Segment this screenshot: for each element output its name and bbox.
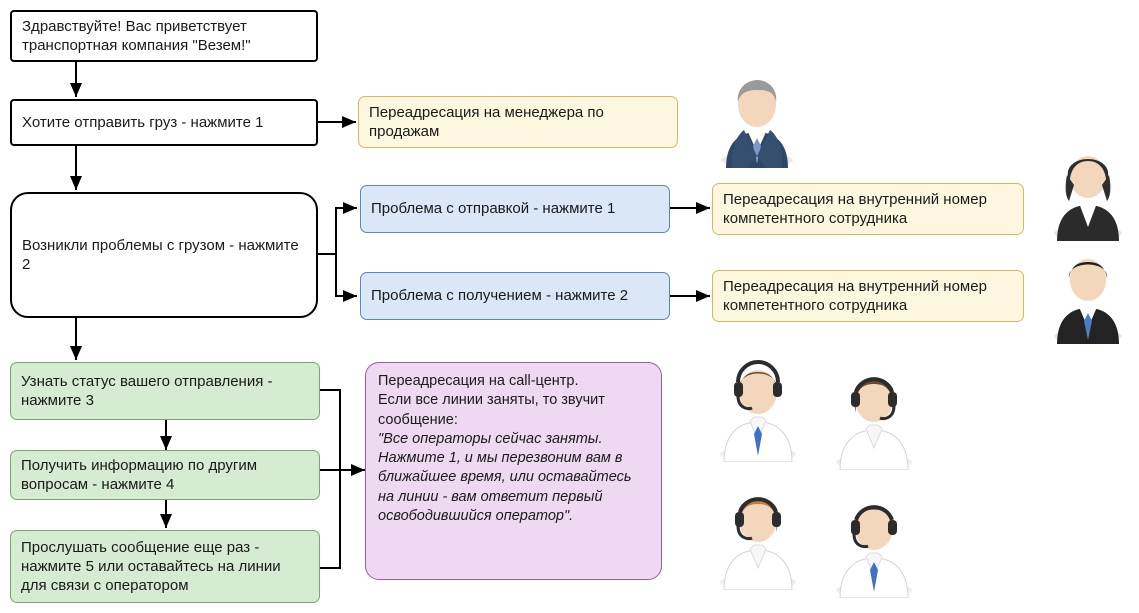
avatar-operator-male-1 [716, 352, 800, 462]
avatar-employee-male [1050, 248, 1126, 344]
node-greeting-label: Здравствуйте! Вас приветствует транспортная компания "Везем!" [22, 17, 251, 54]
node-forward-internal-1 [712, 183, 1024, 235]
node-forward-sales [358, 96, 678, 148]
node-repeat [10, 530, 320, 603]
node-status [10, 362, 320, 420]
avatar-operator-male-2 [832, 486, 916, 598]
node-receiving-problem [360, 272, 670, 320]
node-forward-internal-1-label: Переадресация на внутренний номер компетентного сотрудника [723, 190, 987, 227]
node-forward-internal-2 [712, 270, 1024, 322]
node-send-cargo [10, 99, 318, 146]
node-other-questions-label: Получить информацию по другим вопросам - нажмите 4 [21, 456, 258, 493]
node-receiving-problem-label: Проблема с получением - нажмите 2 [371, 287, 629, 305]
callcenter-intro-line-2: Если все линии заняты, то звучит [378, 392, 605, 409]
callcenter-intro-line-1: Переадресация на call-центр. [378, 373, 579, 389]
node-shipping-problem [360, 185, 670, 233]
avatar-sales-manager [718, 72, 796, 168]
node-forward-internal-2-label: Переадресация на внутренний номер компетентного сотрудника [723, 277, 987, 314]
node-forward-sales-label: Переадресация на менеджера по продажам [369, 103, 604, 140]
avatar-employee-female [1050, 145, 1126, 241]
node-greeting [10, 10, 318, 62]
node-other-questions [10, 450, 320, 500]
node-repeat-label: Прослушать сообщение еще раз - нажмите 5 или оставайтесь на линии для связи с оператором [21, 538, 281, 595]
node-status-label: Узнать статус вашего отправления - нажмите 3 [21, 372, 273, 409]
node-shipping-problem-label: Проблема с отправкой - нажмите 1 [371, 200, 616, 218]
node-callcenter [365, 362, 662, 580]
avatar-operator-female-2 [716, 478, 800, 590]
avatar-operator-female-1 [832, 360, 916, 470]
callcenter-quote: "Все операторы сейчас заняты. Нажмите 1, и мы перезвоним вам в ближайшее время, или оставайтесь на линии - вам ответит первый освободившийся оператор". [378, 430, 632, 524]
node-cargo-problems [10, 192, 318, 318]
callcenter-intro-line-3: сообщение: [378, 411, 458, 428]
node-cargo-problems-label: Возникли проблемы с грузом - нажмите 2 [22, 236, 299, 273]
node-send-cargo-label: Хотите отправить груз - нажмите 1 [22, 113, 264, 131]
